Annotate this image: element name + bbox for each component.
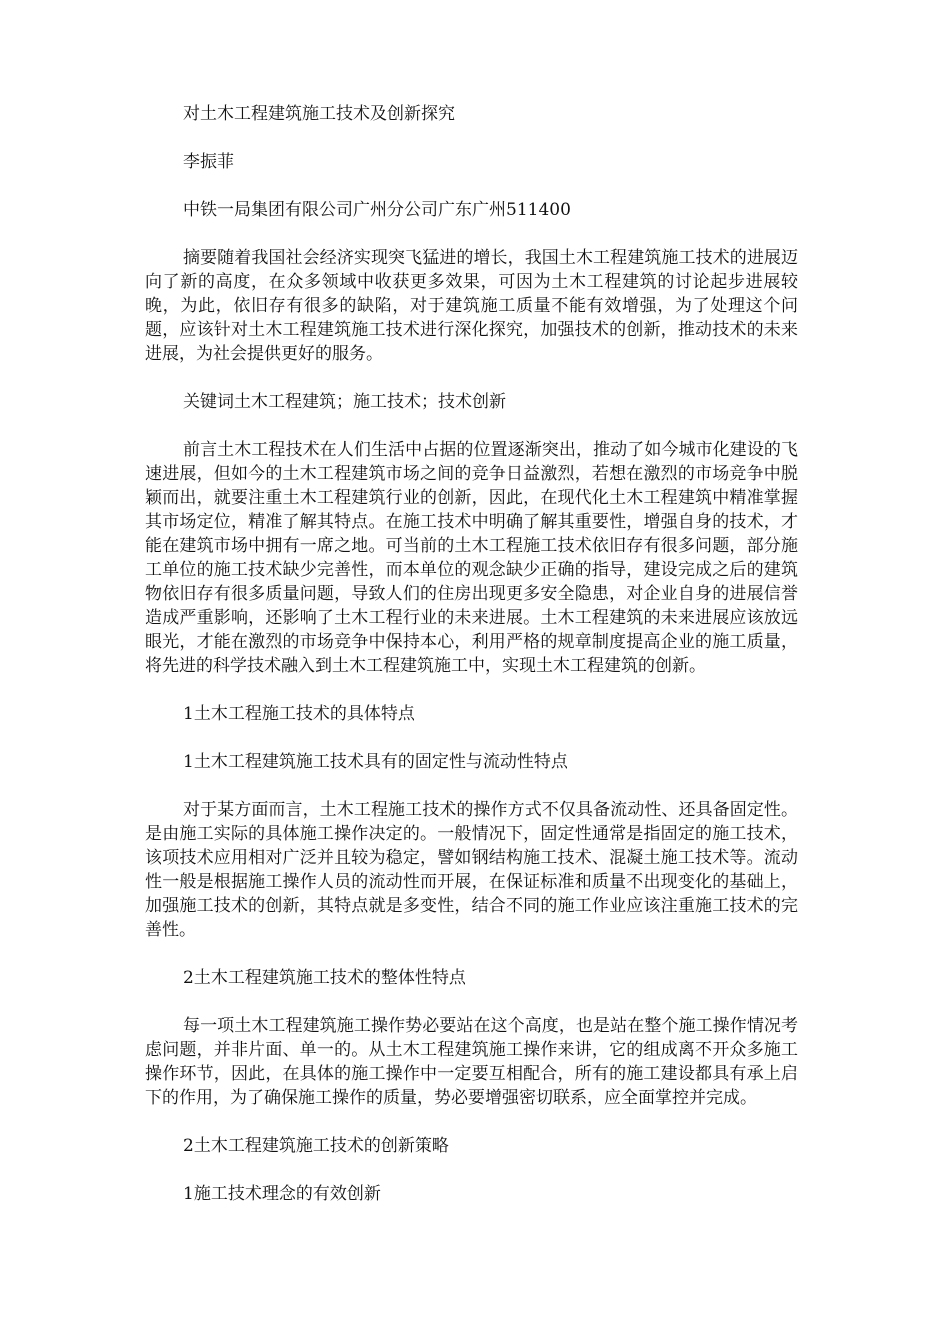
preface-paragraph: 前言土木工程技术在人们生活中占据的位置逐渐突出，推动了如今城市化建设的飞速进展，但如今的土木工程建筑市场之间的竞争日益激烈，若想在激烈的市场竞争中脱颖而出，就要注重土木工程建筑行业的创新，因此，在现代化土木工程建筑中精准掌握其市场定位，精准了解其特点。在施工技术中明确了解其重要性，增强自身的技术，才能在建筑市场中拥有一席之地。可当前的土木工程施工技术依旧存有很多问题，部分施工单位的施工技术缺少完善性，而本单位的观念缺少正确的指导，建设完成之后的建筑物依旧存有很多质量问题，导致人们的住房出现更多安全隐患，对企业自身的进展信誉造成严重影响，还影响了土木工程行业的未来进展。土木工程建筑的未来进展应该放远眼光，才能在激烈的市场竞争中保持本心，利用严格的规章制度提高企业的施工质量，将先进的科学技术融入到土木工程建筑施工中，实现土木工程建筑的创新。: [145, 440, 798, 676]
section-2-heading: 2土木工程建筑施工技术的创新策略: [183, 1136, 449, 1156]
section-1-1-heading: 1土木工程建筑施工技术具有的固定性与流动性特点: [183, 752, 568, 772]
document-page: [145, 102, 798, 1230]
document-title: 对土木工程建筑施工技术及创新探究: [183, 104, 455, 124]
section-1-2-heading: 2土木工程建筑施工技术的整体性特点: [183, 968, 466, 988]
abstract-paragraph: 摘要随着我国社会经济实现突飞猛进的增长，我国土木工程建筑施工技术的进展迈向了新的高度，在众多领域中收获更多效果，可因为土木工程建筑的讨论起步进展较晚，为此，依旧存有很多的缺陷，对于建筑施工质量不能有效增强，为了处理这个问题，应该针对土木工程建筑施工技术进行深化探究，加强技术的创新，推动技术的未来进展，为社会提供更好的服务。: [145, 248, 798, 364]
section-1-2-body: 每一项土木工程建筑施工操作势必要站在这个高度，也是站在整个施工操作情况考虑问题，并非片面、单一的。从土木工程建筑施工操作来讲，它的组成离不开众多施工操作环节，因此，在具体的施工操作中一定要互相配合，所有的施工建设都具有承上启下的作用，为了确保施工操作的质量，势必要增强密切联系，应全面掌控并完成。: [145, 1016, 798, 1108]
section-1-heading: 1土木工程施工技术的具体特点: [183, 704, 415, 724]
section-1-1-body: 对于某方面而言，土木工程施工技术的操作方式不仅具备流动性、还具备固定性。是由施工实际的具体施工操作决定的。一般情况下，固定性通常是指固定的施工技术，该项技术应用相对广泛并且较为稳定，譬如钢结构施工技术、混凝土施工技术等。流动性一般是根据施工操作人员的流动性而开展，在保证标准和质量不出现变化的基础上，加强施工技术的创新，其特点就是多变性，结合不同的施工作业应该注重施工技术的完善性。: [145, 800, 798, 940]
document-author: 李振菲: [183, 152, 234, 172]
section-2-1-heading: 1施工技术理念的有效创新: [183, 1184, 381, 1204]
document-affiliation: 中铁一局集团有限公司广州分公司广东广州511400: [183, 200, 571, 220]
keywords-paragraph: 关键词土木工程建筑；施工技术；技术创新: [183, 392, 506, 412]
